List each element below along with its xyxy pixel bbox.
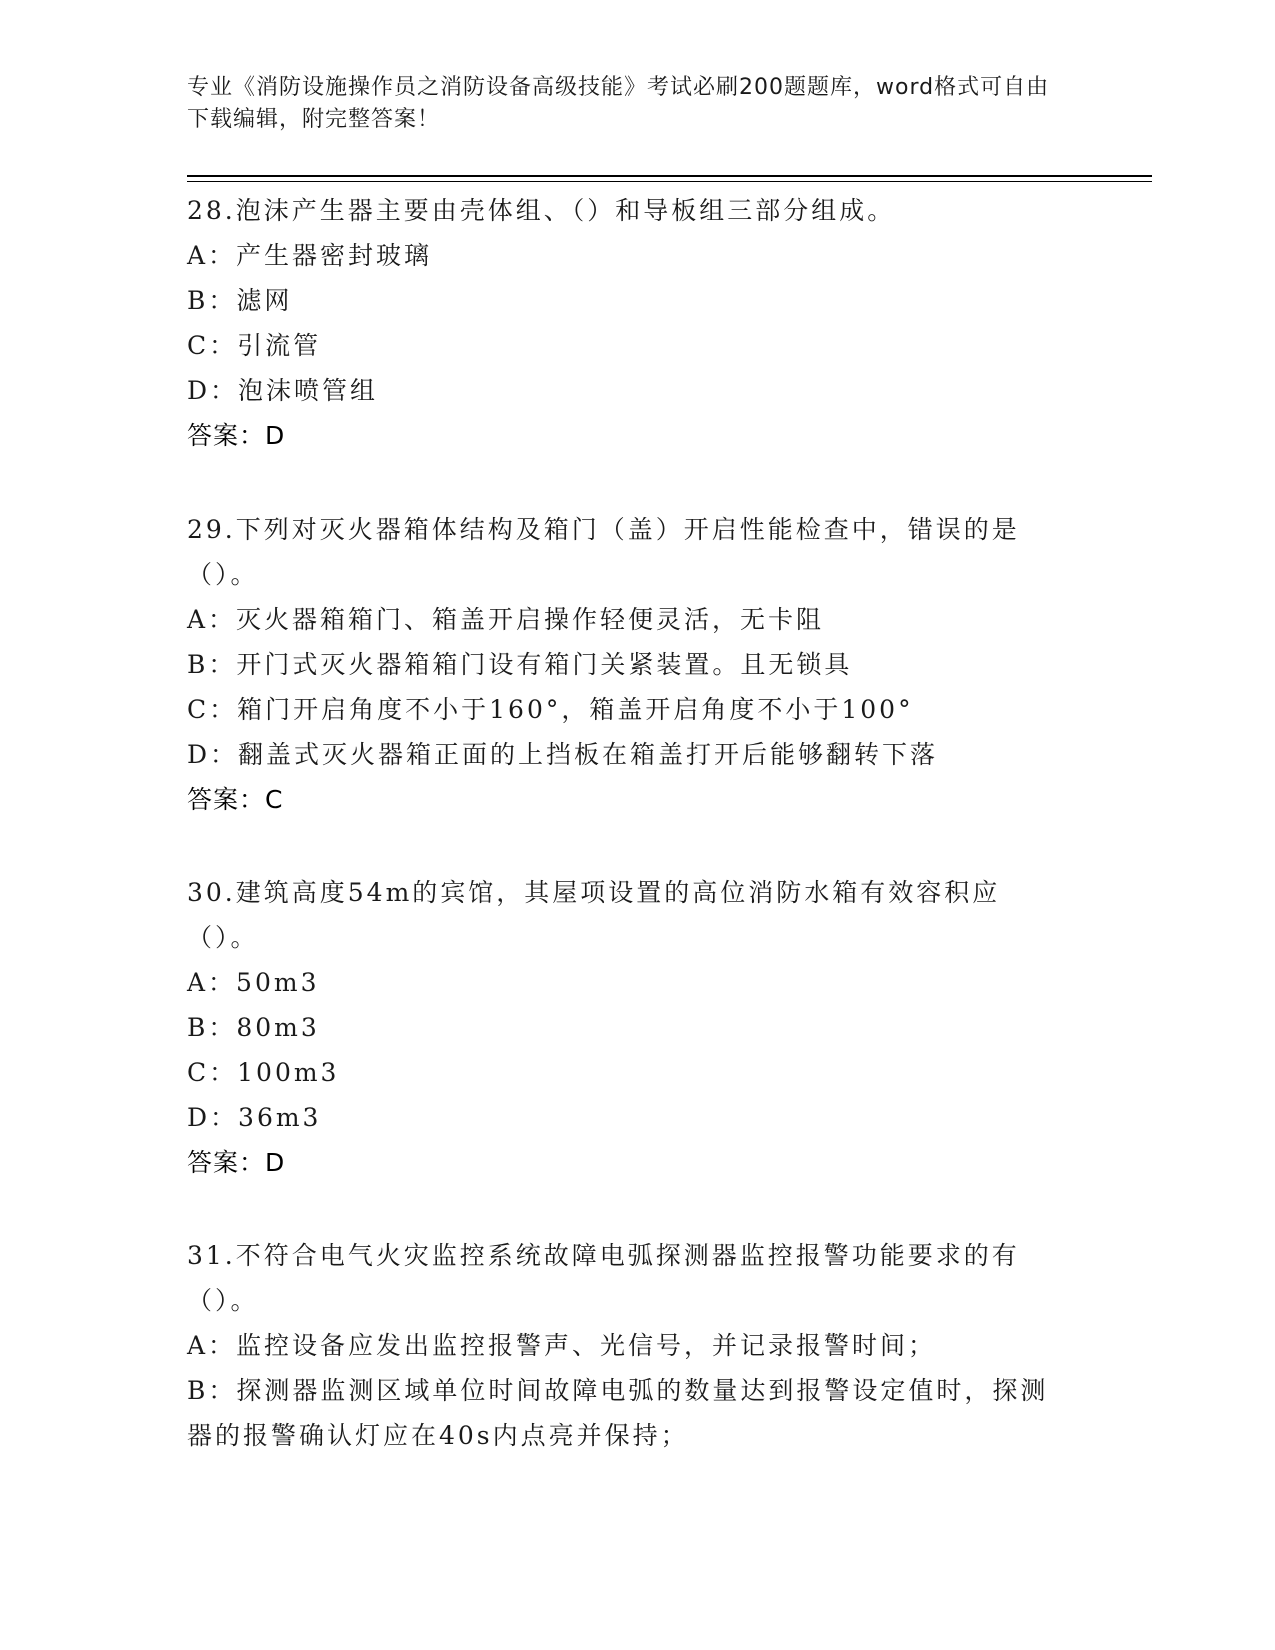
answer-line: 答案：D [187,421,286,450]
option-c: C：100m3 [187,1058,340,1087]
question-stem: 29.下列对灭火器箱体结构及箱门（盖）开启性能检查中，错误的是（）。 [187,515,1020,589]
option-d: D：36m3 [187,1103,322,1132]
question-stem: 30.建筑高度54m的宾馆，其屋项设置的高位消防水箱有效容积应（）。 [187,878,1001,952]
option-a: A：灭火器箱箱门、箱盖开启操作轻便灵活，无卡阻 [187,605,825,634]
header-rule-thin [187,181,1152,182]
option-a: A：50m3 [187,968,320,997]
option-a: A：监控设备应发出监控报警声、光信号，并记录报警时间； [187,1331,937,1360]
question-stem: 28.泡沫产生器主要由壳体组、（）和导板组三部分组成。 [187,196,896,225]
question-30 [187,870,1067,1185]
question-28 [187,188,1067,458]
option-b: B：滤网 [187,286,293,315]
question-29 [187,507,1067,822]
option-b: B：探测器监测区域单位时间故障电弧的数量达到报警设定值时，探测器的报警确认灯应在40s内点亮并保持； [187,1376,1049,1450]
option-d: D：泡沫喷管组 [187,376,379,405]
question-31 [187,1233,1067,1458]
option-d: D：翻盖式灭火器箱正面的上挡板在箱盖打开后能够翻转下落 [187,740,939,769]
option-b: B：开门式灭火器箱箱门设有箱门关紧装置。且无锁具 [187,650,853,679]
option-a: A：产生器密封玻璃 [187,241,433,270]
document-header: 专业《消防设施操作员之消防设备高级技能》考试必刷200题题库，word格式可自由下载编辑，附完整答案！ [187,75,1050,132]
option-c: C：箱门开启角度不小于160°，箱盖开启角度不小于100° [187,695,914,724]
option-c: C：引流管 [187,331,322,360]
option-b: B：80m3 [187,1013,320,1042]
answer-line: 答案：C [187,785,284,814]
question-stem: 31.不符合电气火灾监控系统故障电弧探测器监控报警功能要求的有（）。 [187,1241,1020,1315]
answer-line: 答案：D [187,1148,286,1177]
header-rule-thick [187,175,1152,177]
